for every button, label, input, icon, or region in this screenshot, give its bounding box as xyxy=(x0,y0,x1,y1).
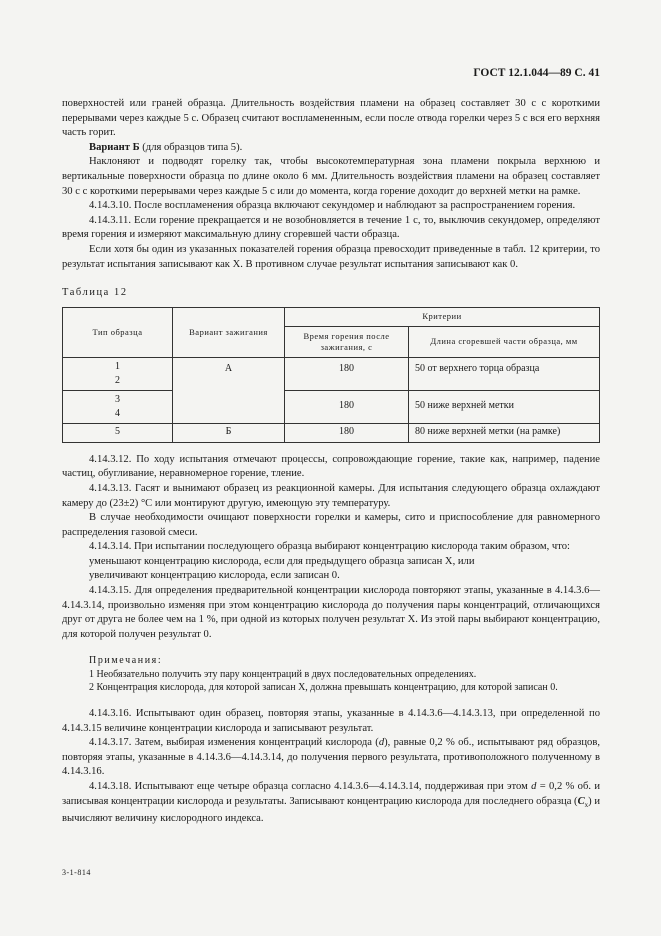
cell-length: 80 ниже верхней метки (на рамке) xyxy=(409,423,600,442)
header-criteria: Критерии xyxy=(285,307,600,326)
variant-b-label: Вариант Б xyxy=(89,141,140,153)
note-item: 1 Необязательно получить эту пару концентраций в двух последовательных определениях. xyxy=(89,668,477,680)
cell-type: 3 4 xyxy=(63,390,173,423)
page-content xyxy=(62,97,600,827)
paragraph: 4.14.3.16. Испытывают один образец, повторяя этапы, указанные в 4.14.3.6—4.14.3.13, при определенной по 4.14.3.15 величине концентрации кислорода и записывают результат. xyxy=(62,707,600,734)
header-variant: Вариант зажигания xyxy=(173,307,285,357)
paragraph: Если хотя бы один из указанных показателей горения образца превосходит приведенные в табл. 12 критерии, то результат испытания записывают как X. В противном случае результат испытания записывают как 0. xyxy=(62,243,600,270)
table-row xyxy=(63,390,600,423)
paragraph: Наклоняют и подводят горелку так, чтобы высокотемпературная зона пламени покрыла верхнюю и вертикальные поверхности образца по длине около 6 мм. Длительность воздействия пламени на образец составляет 30 с с короткими перерывами через каждые 5 с или до момента, когда горение доходит до верхней метки на рамке. xyxy=(62,156,600,197)
table-row xyxy=(63,423,600,442)
paragraph: 4.14.3.14. При испытании последующего образца выбирают концентрацию кислорода таким образом, что: xyxy=(89,541,570,553)
header-time: Время горения после зажигания, с xyxy=(285,326,409,357)
paragraph: 4.14.3.13. Гасят и вынимают образец из реакционной камеры. Для испытания следующего образца охлаждают камеру до (23±2) °С или монтируют другую, имеющую эту температуру. xyxy=(62,482,600,509)
notes-block xyxy=(62,654,600,695)
paragraph: 4.14.3.12. По ходу испытания отмечают процессы, сопровождающие горение, такие как, например, падение частиц, обугливание, неравномерное горение, тление. xyxy=(62,453,600,480)
cell-length: 50 от верхнего торца образца xyxy=(409,357,600,390)
page-footer: 3-1-814 xyxy=(62,868,91,877)
paragraph: 4.14.3.11. Если горение прекращается и не возобновляется в течение 1 с, то, выключив секундомер, определяют время горения и измеряют максимальную длину сгоревшей части образца. xyxy=(62,214,600,241)
cell-time: 180 xyxy=(285,357,409,390)
paragraph-variant-b xyxy=(62,141,600,156)
cell-variant: А xyxy=(173,357,285,423)
cell-length: 50 ниже верхней метки xyxy=(409,390,600,423)
page-header: ГОСТ 12.1.044—89 С. 41 xyxy=(473,67,600,79)
header-length: Длина сгоревшей части образца, мм xyxy=(409,326,600,357)
notes-title: Примечания: xyxy=(89,655,163,667)
paragraph: 4.14.3.18. Испытывают еще четыре образца согласно 4.14.3.6—4.14.3.14, поддерживая при этом d = 0,2 % об. и записывая концентрации кислорода и результаты. Записывают концентрацию кислорода для последнего образца $(C_x)$ и вычисляют величину кислородного индекса. xyxy=(62,780,601,825)
paragraph: 4.14.3.15. Для определения предварительной концентрации кислорода повторяют этапы, указанные в 4.14.3.6—4.14.3.14, произвольно изменяя при этом концентрацию кислорода до получения пары концентраций, отличающихся друг от друга не более чем на 1 %, при одной из которых получен результат X. Из этой пары выбирают концентрацию, для которой получен результат 0. xyxy=(62,585,600,640)
paragraph: 4.14.3.10. После воспламенения образца включают секундомер и наблюдают за распространением горения. xyxy=(89,200,576,212)
cell-variant: Б xyxy=(173,423,285,442)
cell-type: 5 xyxy=(63,423,173,442)
table-row xyxy=(63,357,600,390)
paragraph: увеличивают концентрацию кислорода, если записан 0. xyxy=(89,570,340,582)
paragraph: 4.14.3.17. Затем, выбирая изменения концентраций кислорода (d), равные 0,2 % об., испытывают ряд образцов, повторяя этапы, указанные в 4.14.3.6—4.14.3.14, до получения первого результата, противоположного полученному в 4.14.3.16. xyxy=(62,737,600,778)
cell-type: 1 2 xyxy=(63,357,173,390)
cell-time: 180 xyxy=(285,390,409,423)
table-caption: Таблица 12 xyxy=(62,287,128,299)
header-type: Тип образца xyxy=(63,307,173,357)
note-item: 2 Концентрация кислорода, для которой записан X, должна превышать концентрацию, для которой записан 0. xyxy=(89,682,558,694)
paragraph: уменьшают концентрацию кислорода, если для предыдущего образца записан X, или xyxy=(89,555,475,567)
paragraph: В случае необходимости очищают поверхности горелки и камеры, сито и приспособление для равномерного распределения газовой смеси. xyxy=(62,512,600,538)
paragraph-text: (для образцов типа 5). xyxy=(139,141,243,153)
criteria-table xyxy=(62,307,600,443)
cell-time: 180 xyxy=(285,423,409,442)
paragraph: поверхностей или граней образца. Длительность воздействия пламени на образец составляет 30 с с короткими перерывами через каждые 5 с. Образец считают воспламененным, если после отвода горелки через 5 с вся его верхняя часть горит. xyxy=(62,98,600,139)
